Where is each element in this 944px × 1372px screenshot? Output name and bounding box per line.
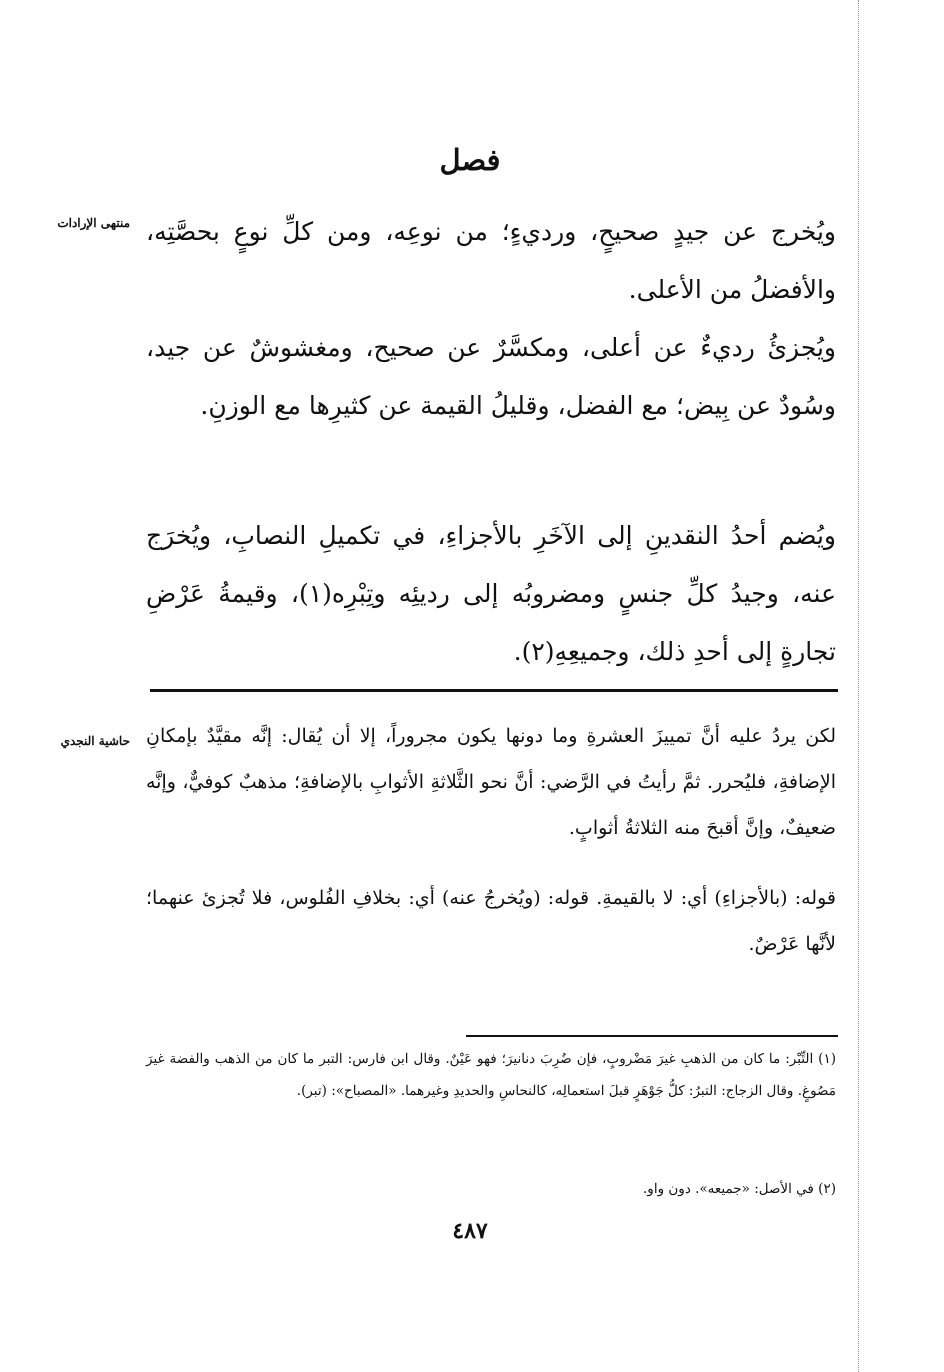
commentary-paragraph: لكن يردُ عليه أنَّ تمييزَ العشرةِ وما دونها يكون مجروراً، إلا أن يُقال: إنَّه مقيَّدٌ بإمكانِ الإضافةِ، فليُحرر. ثمَّ رأيتُ في الرَّضي: أنَّ نحو الثَّلاثةِ الأثوابِ بالإضافةِ؛ مذهبٌ كوفيٌّ، وإنَّه ضعيفٌ، وإنَّ أقبحَ منه الثلاثةُ أثوابٍ. (146, 725, 836, 839)
page-edge-dotted-line (858, 0, 859, 1372)
commentary-source-label: حاشية النجدي (60, 734, 130, 748)
footnote: (١) التِّبْر: ما كان من الذهبِ غيرَ مَضْروبٍ، فإن ضُرِبَ دنانيرَ؛ فهو عَيْنٌ. وقال ابن فارس: التبر ما كان من الذهب والفضة غيرَ مَصُوغٍ. وقال الزجاج: التبرُ: كلُّ جَوْهَرٍ قبلَ استعمالِه، كالنحاسِ والحديدِ وغيرهما. «المصباح»: (تبر). (146, 1051, 836, 1099)
page-number: ٤٨٧ (452, 1218, 488, 1244)
main-text-paragraph: ويُجزئُ رديءٌ عن أعلى، ومكسَّرٌ عن صحيح، ومغشوشٌ عن جيد، وسُودٌ عن بِيض؛ مع الفضل، وقليلُ القيمة عن كثيرِها مع الوزنِ. (146, 333, 836, 420)
main-text-paragraph: ويُضم أحدُ النقدينِ إلى الآخَرِ بالأجزاءِ، في تكميلِ النصابِ، ويُخرَج عنه، وجيدُ كلِّ جنسٍ ومضروبُه إلى رديئِه وتِبْرِه(١)، وقيمةُ عَرْضِ تجارةٍ إلى أحدِ ذلك، وجميعِهِ(٢). (146, 521, 837, 666)
commentary-paragraph: قوله: (بالأجزاءِ) أي: لا بالقيمةِ. قوله: (ويُخرجُ عنه) أي: بخلافِ الفُلوس، فلا تُجزئ عنهما؛ لأنَّها عَرْضٌ. (146, 887, 836, 955)
footnote: (٢) في الأصل: «جميعه». دون واو. (643, 1181, 836, 1197)
footnote-divider (466, 1035, 838, 1037)
main-text-paragraph: ويُخرج عن جيدٍ صحيحٍ، ورديءٍ؛ من نوعِه، ومن كلِّ نوعٍ بحصَّتِه، والأفضلُ من الأعلى. (146, 217, 836, 304)
section-heading: فصل (439, 143, 501, 177)
main-text-divider (150, 689, 838, 692)
main-text-source-label: منتهى الإرادات (57, 216, 130, 230)
